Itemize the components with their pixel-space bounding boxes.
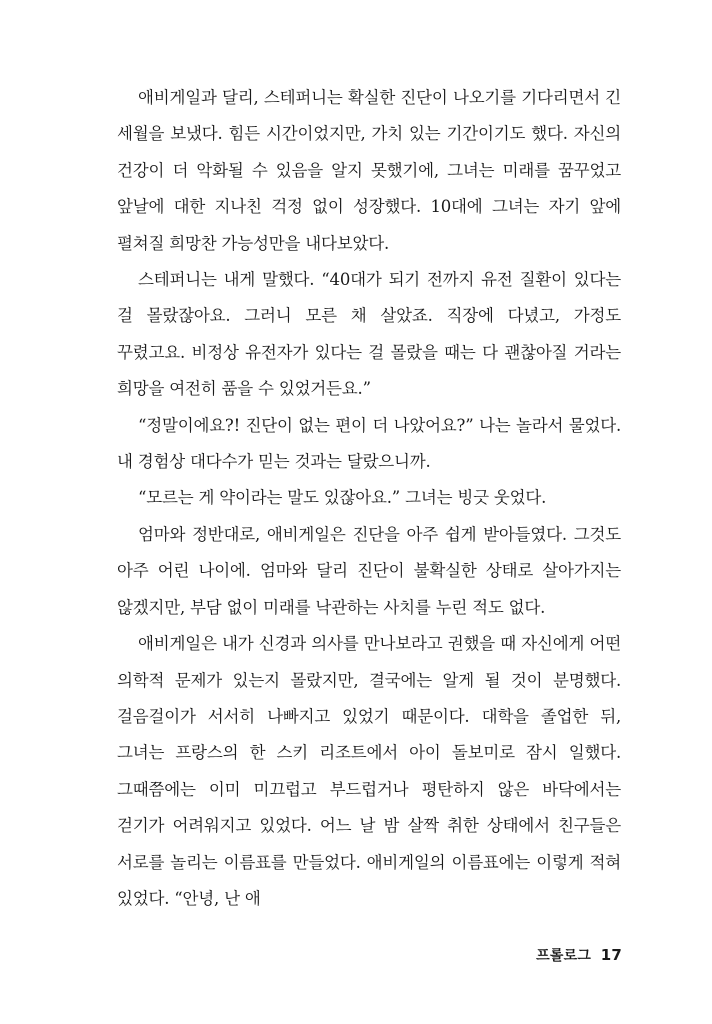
page-footer [536,945,622,965]
running-title: 프롤로그 [536,948,592,964]
paragraph-4: “모르는 게 약이라는 말도 있잖아요.” 그녀는 빙긋 웃었다. [138,488,547,508]
paragraph-3: “정말이에요?! 진단이 없는 편이 더 나았어요?” 나는 놀라서 물었다. 내 경험상 대다수가 믿는 것과는 달랐으니까. [117,415,621,472]
paragraph-1: 애비게일과 달리, 스테퍼니는 확실한 진단이 나오기를 기다리면서 긴 세월을 보냈다. 힘든 시간이었지만, 가치 있는 기간이기도 했다. 자신의 건강이 더 악화될 수 있음을 알지 못했기에, 그녀는 미래를 꿈꾸었고 앞날에 대한 지나친 걱정 없이 성장했다. 10대에 그녀는 자기 앞에 펼쳐질 희망찬 가능성만을 내다보았다. [117,88,621,253]
paragraph-6: 애비게일은 내가 신경과 의사를 만나보라고 권했을 때 자신에게 어떤 의학적 문제가 있는지 몰랐지만, 결국에는 알게 될 것이 분명했다. 걸음걸이가 서서히 나빠지고 있었기 때문이다. 대학을 졸업한 뒤, 그녀는 프랑스의 한 스키 리조트에서 아이 돌보미로 잠시 일했다. 그때쯤에는 이미 미끄럽고 부드럽거나 평탄하지 않은 바닥에서는 걷기가 어려워지고 있었다. 어느 날 밤 살짝 취한 상태에서 친구들은 서로를 놀리는 이름표를 만들었다. 애비게일의 이름표에는 이렇게 적혀 있었다. “안녕, 난 애 [117,634,621,908]
paragraph-5: 엄마와 정반대로, 애비게일은 진단을 아주 쉽게 받아들였다. 그것도 아주 어린 나이에. 엄마와 달리 진단이 불확실한 상태로 살아가지는 않겠지만, 부담 없이 미래를 낙관하는 사치를 누린 적도 없다. [117,524,621,617]
paragraph-2: 스테퍼니는 내게 말했다. “40대가 되기 전까지 유전 질환이 있다는 걸 몰랐잖아요. 그러니 모른 채 살았죠. 직장에 다녔고, 가정도 꾸렸고요. 비정상 유전자가 있다는 걸 몰랐을 때는 다 괜찮아질 거라는 희망을 여전히 품을 수 있었거든요.” [117,270,621,399]
page-number: 17 [600,946,622,964]
body-text [117,80,621,917]
